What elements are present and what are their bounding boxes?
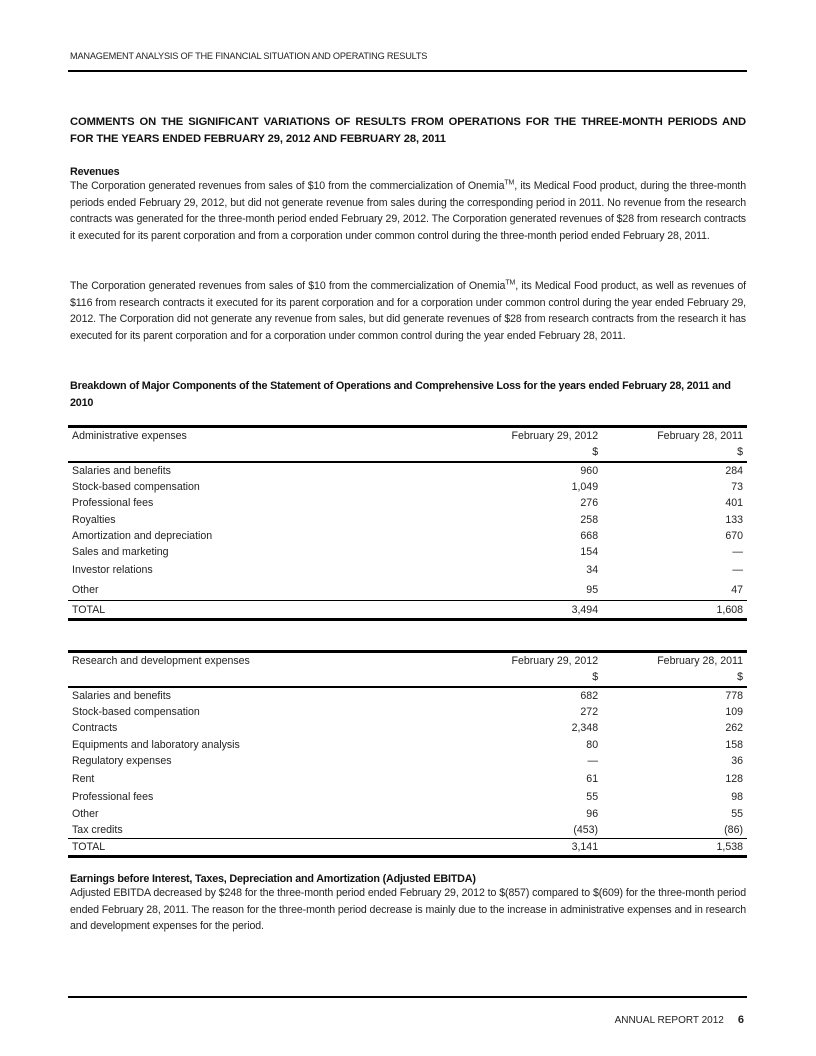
- table-row: [68, 720, 747, 736]
- value-2012: 154: [580, 546, 599, 559]
- value-2012: 276: [580, 497, 599, 510]
- column-header-2011: February 28, 2011: [602, 427, 747, 445]
- total-2012: 3,494: [456, 601, 602, 619]
- research-development-expenses-table: [68, 650, 747, 858]
- value-2011: 55: [731, 807, 743, 820]
- ebitda-paragraph: Adjusted EBITDA decreased by $248 for the three-month period ended February 29, 2012 to $(857) compared to $(609) for the three-month period ended February 28, 2011. The reason for the three-month period decrease is mainly due to the increase in administrative expenses and in research and development expenses for the period.: [70, 887, 746, 933]
- currency-2012: $: [456, 669, 602, 686]
- paragraph-text: , its Medical Food product, during the three-month periods ended February 29, 2012, but did not generate revenue from sales during the corresponding period in 2011. No revenue from the research contracts was generated for the three-month period ended February 29, 2012. The Corporation generated revenues of $28 from research contracts it executed for its parent corporation and from a corporation under common control during the three-month period ended February 28, 2011.: [70, 180, 746, 242]
- table-row: [68, 544, 747, 560]
- revenues-heading: Revenues: [70, 166, 120, 178]
- revenues-paragraph-1: [70, 178, 746, 244]
- ebitda-heading: Earnings before Interest, Taxes, Depreciation and Amortization (Adjusted EBITDA): [70, 873, 476, 885]
- footer-rule: [68, 996, 747, 998]
- table-row: [68, 560, 747, 580]
- value-2012: 1,049: [571, 481, 599, 494]
- revenues-paragraph-2: [70, 278, 746, 344]
- value-2011: 128: [725, 773, 743, 786]
- value-2011: 778: [725, 689, 743, 702]
- value-2012: 272: [580, 706, 599, 719]
- row-label: Professional fees: [72, 497, 154, 510]
- table-row: [68, 805, 747, 821]
- row-label: Investor relations: [72, 564, 153, 577]
- value-2011: 133: [725, 513, 743, 526]
- row-label: Stock-based compensation: [72, 481, 200, 494]
- currency-2011: $: [602, 444, 747, 461]
- table-header-row: [68, 652, 747, 670]
- running-header: MANAGEMENT ANALYSIS OF THE FINANCIAL SITUATION AND OPERATING RESULTS: [70, 51, 428, 61]
- value-2012: 2,348: [571, 722, 599, 735]
- value-2012: 61: [586, 773, 599, 786]
- row-label: Stock-based compensation: [72, 706, 200, 719]
- paragraph-text: The Corporation generated revenues from sales of $10 from the commercialization of Onemia: [70, 180, 505, 192]
- row-label: Sales and marketing: [72, 546, 169, 559]
- paragraph-text: The Corporation generated revenues from sales of $10 from the commercialization of Onemia: [70, 280, 506, 292]
- value-2012: 80: [586, 738, 599, 751]
- value-2011: 98: [731, 791, 743, 804]
- column-header-2011: February 28, 2011: [602, 652, 747, 670]
- page-number: 6: [737, 1014, 744, 1026]
- column-header-2012: February 29, 2012: [456, 652, 602, 670]
- table-title: Administrative expenses: [68, 427, 456, 445]
- value-2011: 73: [731, 481, 743, 494]
- value-2011: 158: [725, 738, 743, 751]
- total-2011: 1,608: [602, 601, 747, 619]
- value-2012: 95: [586, 584, 599, 597]
- value-2012: 682: [580, 689, 599, 702]
- ebitda-section: [70, 873, 746, 935]
- table-row: [68, 769, 747, 789]
- revenues-section-2: [70, 278, 746, 344]
- table-title: Research and development expenses: [68, 652, 456, 670]
- row-label: Amortization and depreciation: [72, 529, 213, 542]
- value-2011: 262: [725, 722, 743, 735]
- row-label: Other: [72, 807, 99, 820]
- header-rule: [68, 70, 747, 72]
- paragraph-text: , its Medical Food product, as well as revenues of $116 from research contracts it executed for its parent corporation and for a corporation under common control during the year ended February 29, 2012. The Corporation did not generate any revenue from sales, but did generate revenues of $28 from research contracts from the research it has executed for its parent corporation and for a corporation under common control during the year ended February 28, 2011.: [70, 280, 746, 342]
- value-2012: 96: [586, 807, 599, 820]
- table-row: [68, 495, 747, 511]
- table-row: [68, 736, 747, 752]
- value-2012: (453): [573, 823, 599, 836]
- row-label: Salaries and benefits: [72, 464, 171, 477]
- value-2011: 109: [725, 706, 743, 719]
- currency-2012: $: [456, 444, 602, 461]
- total-label: TOTAL: [68, 838, 456, 856]
- value-2012: —: [587, 754, 599, 767]
- footer-label: ANNUAL REPORT 2012: [614, 1015, 724, 1026]
- page-footer: [615, 1014, 744, 1026]
- table-row: [68, 789, 747, 805]
- table-row: [68, 511, 747, 527]
- trademark-mark: TM: [504, 179, 515, 187]
- trademark-mark: TM: [505, 279, 516, 287]
- row-label: Regulatory expenses: [72, 754, 172, 767]
- table-row: [68, 687, 747, 704]
- total-2011: 1,538: [602, 838, 747, 856]
- value-2012: 258: [580, 513, 599, 526]
- table-row: [68, 753, 747, 769]
- page-title: COMMENTS ON THE SIGNIFICANT VARIATIONS OF RESULTS FROM OPERATIONS FOR THE THREE-MONTH PERIODS AND FOR THE YEARS ENDED FEBRUARY 29, 2012 AND FEBRUARY 28, 2011: [70, 116, 746, 145]
- currency-row: [68, 669, 747, 686]
- table-row: [68, 462, 747, 479]
- total-2012: 3,141: [456, 838, 602, 856]
- table-row: [68, 479, 747, 495]
- value-2011: 401: [725, 497, 743, 510]
- table-row: [68, 822, 747, 839]
- value-2011: (86): [724, 823, 743, 836]
- table-row: [68, 528, 747, 544]
- value-2011: 36: [731, 754, 743, 767]
- value-2012: 668: [580, 529, 599, 542]
- value-2012: 34: [586, 564, 599, 577]
- value-2012: 55: [586, 791, 599, 804]
- column-header-2012: February 29, 2012: [456, 427, 602, 445]
- row-label: Salaries and benefits: [72, 689, 171, 702]
- row-label: Contracts: [72, 722, 118, 735]
- total-label: TOTAL: [68, 601, 456, 619]
- row-label: Professional fees: [72, 791, 154, 804]
- table-row: [68, 704, 747, 720]
- row-label: Rent: [72, 773, 95, 786]
- row-label: Other: [72, 584, 99, 597]
- row-label: Royalties: [72, 513, 116, 526]
- table-header-row: [68, 427, 747, 445]
- value-2011: 670: [725, 529, 743, 542]
- currency-row: [68, 444, 747, 461]
- value-2011: 47: [731, 584, 743, 597]
- row-label: Tax credits: [72, 823, 123, 836]
- value-2012: 960: [580, 464, 599, 477]
- total-row: [68, 601, 747, 619]
- breakdown-heading: Breakdown of Major Components of the Statement of Operations and Comprehensive Loss for the years ended February 28, 2011 and 2010: [70, 380, 731, 409]
- value-2011: —: [732, 564, 743, 577]
- total-row: [68, 838, 747, 856]
- revenues-section: [70, 166, 746, 244]
- value-2011: —: [732, 546, 743, 559]
- table-row: [68, 580, 747, 601]
- administrative-expenses-table: [68, 425, 747, 621]
- value-2011: 284: [725, 464, 743, 477]
- row-label: Equipments and laboratory analysis: [72, 738, 240, 751]
- currency-2011: $: [602, 669, 747, 686]
